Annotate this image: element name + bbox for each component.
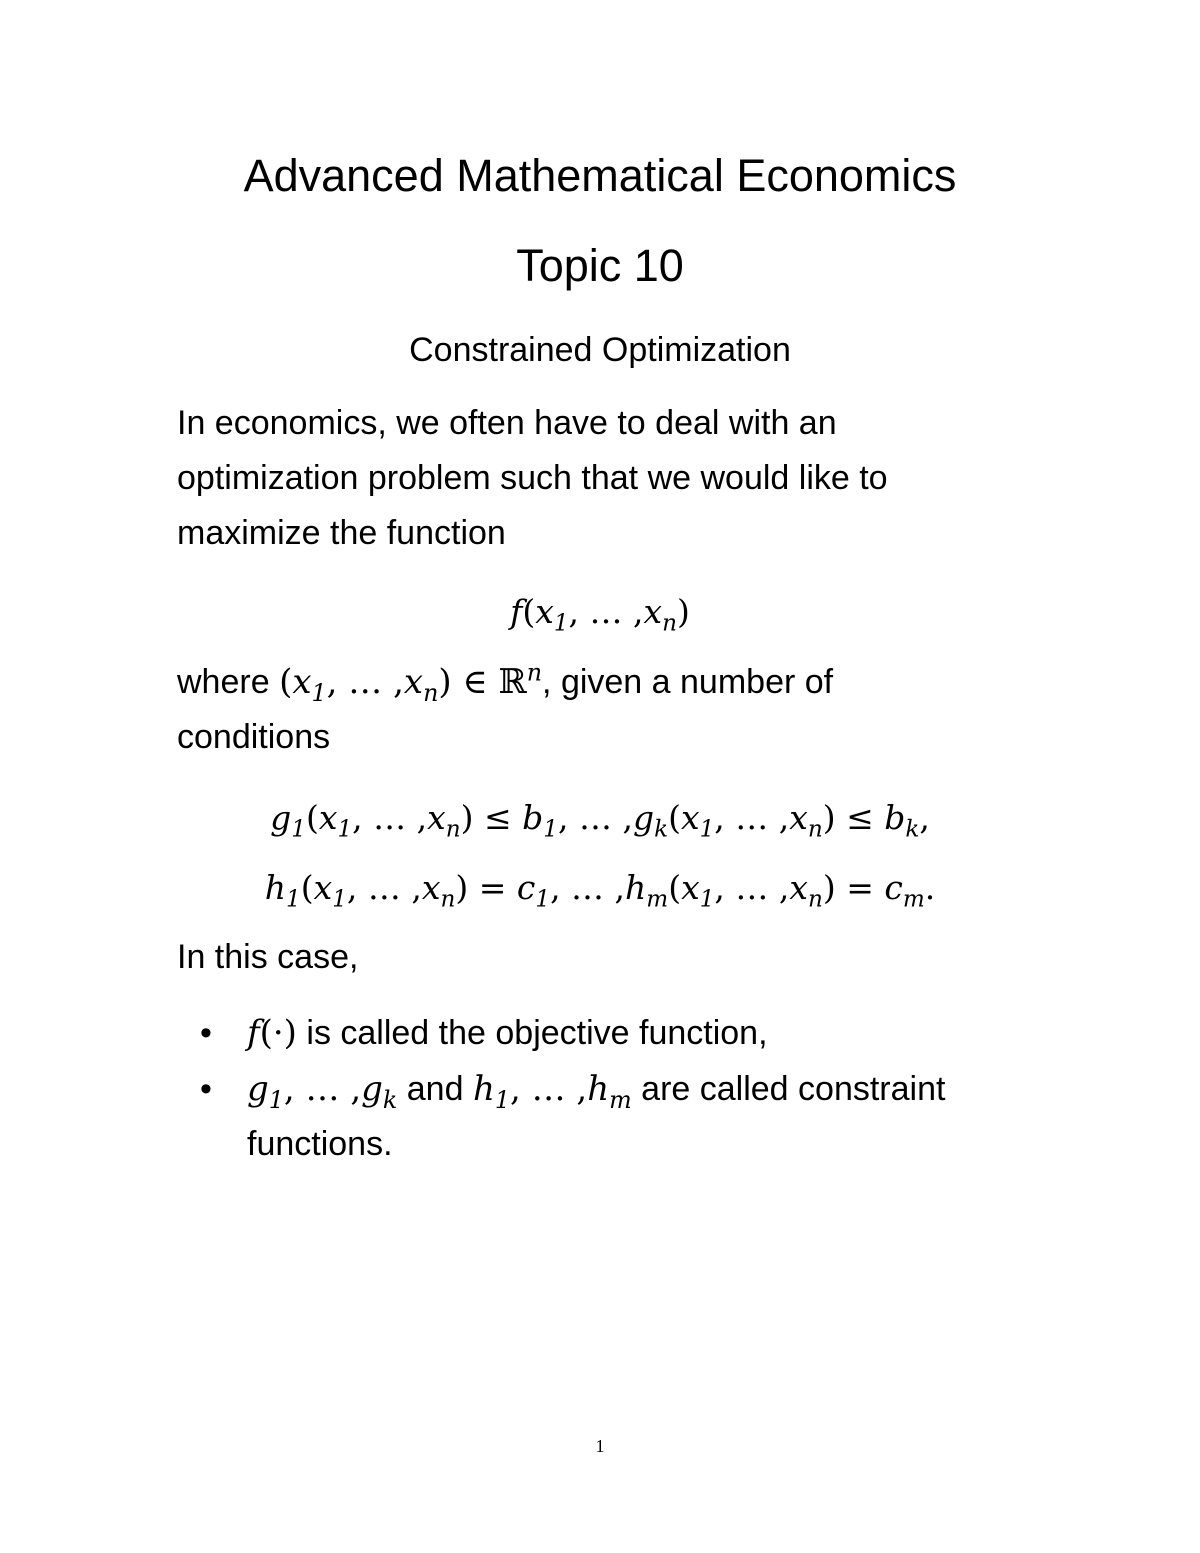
bullet-item-constraints-text [247,1062,1007,1172]
bullet2-rest: are called constraint [631,1070,946,1108]
page-number: 1 [595,1436,605,1456]
intro-line-1: In economics, we often have to deal with an [177,404,837,442]
intro-line-3: maximize the function [177,514,506,552]
equality-constraints-equation [0,866,1200,913]
inequality-constraints-math: $g_1(x_1$, … $,x_n) \le b_1$, … $,g_k(x_1$, … $,x_n) \le b_k$, [270,798,930,843]
objective-function-equation [0,590,1200,637]
bullet1-text: is called the objective function, [296,1014,768,1052]
equality-constraints-math: $h_1(x_1$, … $,x_n) = c_1$, … $,h_m(x_1$, … $,x_n) = c_m$. [264,868,936,913]
in-this-case-paragraph: In this case, [177,938,359,976]
conditions-line: conditions [177,718,331,756]
bullet-item-objective-text [247,1006,1007,1061]
where-word: where [177,663,270,701]
domain-paragraph [177,655,997,765]
intro-paragraph [177,396,997,561]
objective-symbol-math: f(·) [247,1013,297,1053]
bullet2-and: and [397,1070,473,1108]
g-functions-math: $g_1$, … $,g_k$ [247,1069,398,1114]
bullet-icon: • [200,1070,212,1108]
h-functions-math: $h_1$, … $,h_m$ [472,1069,632,1114]
where-rest: , given a number of [542,663,834,701]
bullet-icon: • [200,1014,212,1052]
bullet2-line2: functions. [247,1125,393,1163]
domain-math: ($x_1$, … $,x_n$) ∈ ℝ$^n$ [279,658,543,707]
topic-heading: Topic 10 [516,240,684,291]
objective-function-math: $f(x_1$, … $,x_n$) [510,592,690,637]
section-subtitle: Constrained Optimization [409,331,791,369]
document-title: Advanced Mathematical Economics [243,150,957,201]
inequality-constraints-equation [0,796,1200,843]
intro-line-2: optimization problem such that we would like to [177,459,888,497]
domain-line-1 [177,655,997,710]
